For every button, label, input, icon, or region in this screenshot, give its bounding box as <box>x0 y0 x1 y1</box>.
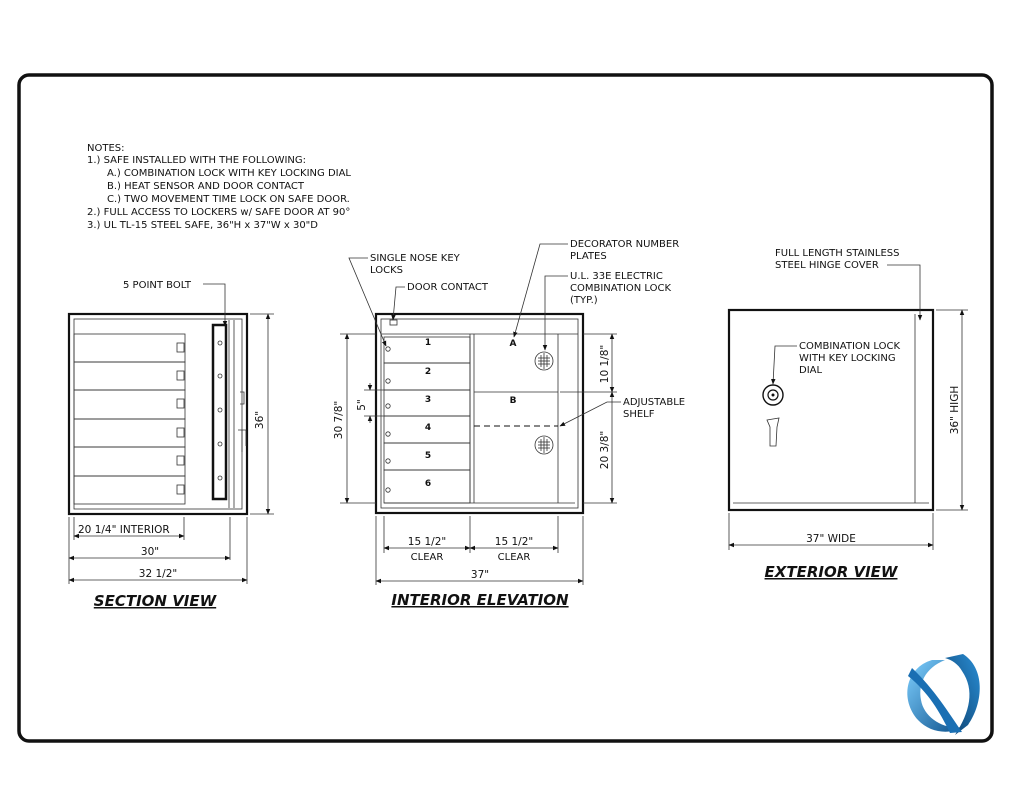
callout-key-locks: SINGLE NOSE KEY <box>370 253 460 264</box>
number-plates-leader <box>514 244 568 337</box>
section-interior-dim: 20 1/4" INTERIOR <box>78 524 170 536</box>
exterior-view-title: EXTERIOR VIEW <box>764 563 898 581</box>
interior-left-height-dim: 30 7/8" <box>333 400 345 440</box>
exterior-width-dim: 37" WIDE <box>806 533 856 545</box>
company-logo <box>907 654 979 735</box>
callout-hinge: STEEL HINGE COVER <box>775 260 879 271</box>
section-drawers <box>74 334 185 504</box>
notes-heading: NOTES: <box>87 143 125 154</box>
interior-lower-right-dim: 20 3/8" <box>599 430 611 470</box>
interior-right-clear-label: CLEAR <box>497 552 531 563</box>
bolt-points <box>218 341 222 480</box>
callout-shelf: ADJUSTABLE <box>623 397 686 408</box>
callout-electric-lock: U.L. 33E ELECTRIC <box>570 271 663 282</box>
section-view-title: SECTION VIEW <box>93 592 217 610</box>
lock-leader <box>773 346 797 384</box>
exterior-height-dim: 36" HIGH <box>949 385 961 435</box>
key-lock-icon <box>386 459 390 463</box>
note-line: 3.) UL TL-15 STEEL SAFE, 36"H x 37"W x 30"D <box>87 220 318 231</box>
note-line: 2.) FULL ACCESS TO LOCKERS w/ SAFE DOOR AT 90° <box>87 207 351 218</box>
key-lock-icon <box>386 404 390 408</box>
combination-dial-icon <box>763 385 783 405</box>
callout-shelf: SHELF <box>623 409 655 420</box>
bolt-label: 5 POINT BOLT <box>123 280 192 291</box>
notes-block <box>87 143 351 231</box>
interior-left-clear-dim: 15 1/2" <box>407 536 447 548</box>
door-contact-sensor <box>390 320 397 325</box>
locker-number: 1 <box>424 338 432 348</box>
bolt-leader <box>203 284 225 326</box>
locker-number: 5 <box>424 451 432 461</box>
compartment-label-b: B <box>509 396 517 406</box>
key-lock-icon <box>386 347 390 351</box>
callout-lock: COMBINATION LOCK <box>799 341 901 352</box>
electric-lock-icon <box>535 352 553 370</box>
exterior-view <box>729 248 968 581</box>
key-lock-icon <box>386 379 390 383</box>
note-line: C.) TWO MOVEMENT TIME LOCK ON SAFE DOOR. <box>107 194 350 205</box>
section-handle <box>238 430 246 452</box>
interior-elevation <box>333 239 685 609</box>
note-line: 1.) SAFE INSTALLED WITH THE FOLLOWING: <box>87 155 307 166</box>
handle-icon <box>767 418 779 446</box>
locker-number: 3 <box>424 395 432 405</box>
callout-key-locks: LOCKS <box>370 265 403 276</box>
compartment-label-a: A <box>509 339 517 349</box>
locker-number: 4 <box>424 423 432 433</box>
section-outer-wall <box>69 314 247 514</box>
note-line: A.) COMBINATION LOCK WITH KEY LOCKING DIAL <box>107 168 352 179</box>
interior-upper-right-dim: 10 1/8" <box>599 344 611 384</box>
callout-door-contact: DOOR CONTACT <box>407 282 488 293</box>
interior-lockers <box>384 337 470 503</box>
interior-left-clear-label: CLEAR <box>410 552 444 563</box>
key-lock-icon <box>386 488 390 492</box>
callout-electric-lock: COMBINATION LOCK <box>570 283 672 294</box>
section-overall-dim: 32 1/2" <box>138 568 178 580</box>
interior-elevation-title: INTERIOR ELEVATION <box>391 591 569 609</box>
callout-electric-lock: (TYP.) <box>570 295 598 306</box>
key-lock-icon <box>386 432 390 436</box>
callout-lock: WITH KEY LOCKING <box>799 353 896 364</box>
callout-lock: DIAL <box>799 365 823 376</box>
callout-number-plates: DECORATOR NUMBER <box>570 239 680 250</box>
section-view <box>69 280 274 610</box>
callout-number-plates: PLATES <box>570 251 607 262</box>
interior-locker-height-dim: 5" <box>356 399 368 411</box>
section-inner-wall <box>74 319 242 509</box>
locker-number: 6 <box>424 479 432 489</box>
callout-hinge: FULL LENGTH STAINLESS <box>775 248 900 259</box>
note-line: B.) HEAT SENSOR AND DOOR CONTACT <box>107 181 304 192</box>
section-width-dim: 30" <box>140 546 160 558</box>
interior-overall-dim: 37" <box>470 569 490 581</box>
locker-number: 2 <box>424 367 432 377</box>
interior-outer-frame <box>376 314 583 513</box>
section-height-dim: 36" <box>254 410 266 430</box>
electric-lock-icon <box>535 436 553 454</box>
exterior-door <box>729 310 933 510</box>
interior-right-clear-dim: 15 1/2" <box>494 536 534 548</box>
hinge-leader <box>887 265 920 320</box>
